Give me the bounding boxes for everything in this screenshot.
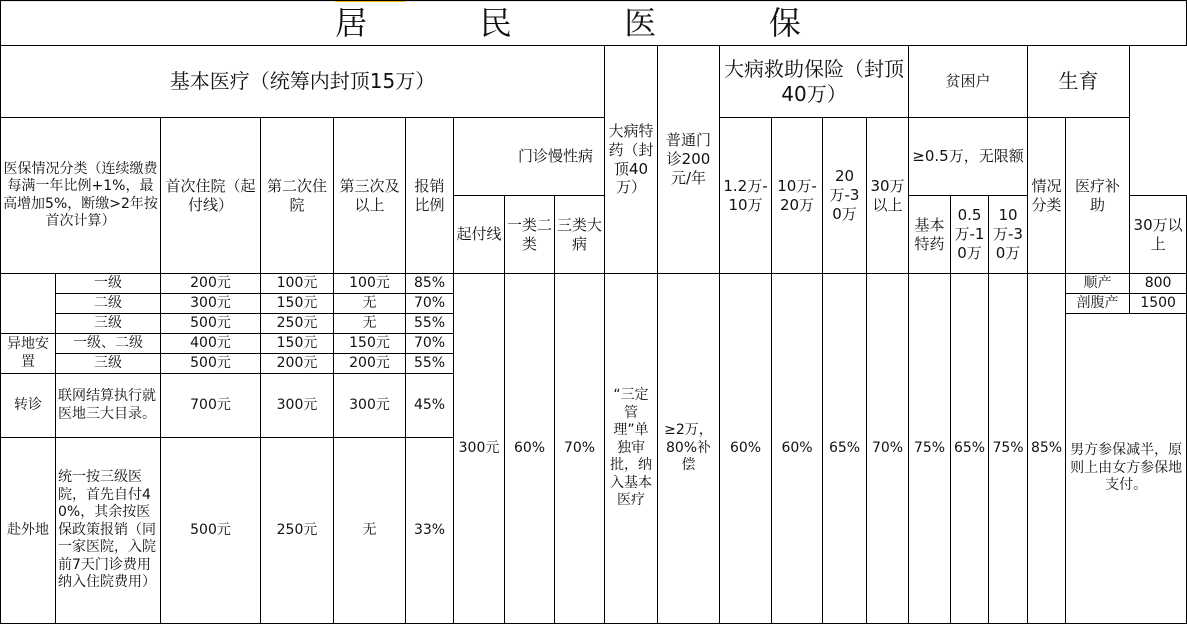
maternity-amount-cell: 800 [1130, 274, 1187, 294]
maternity-type-cell: 剖腹产 [1066, 294, 1130, 314]
page-title: 居 民 医 保 [1, 1, 1187, 46]
first-hosp-header: 首次住院（起付线） [161, 118, 261, 274]
serious-drug-cell: ≥2万，80%补偿 [658, 274, 720, 624]
first-hosp-cell: 500元 [161, 314, 261, 334]
maternity-note: 男方参保减半，原则上由女方参保地支付。 [1066, 314, 1187, 624]
maternity-amount-cell: 1500 [1130, 294, 1187, 314]
first-hosp-cell: 400元 [161, 334, 261, 354]
range4-header: 30万以上 [867, 118, 909, 274]
third-hosp-cell: 300元 [334, 374, 406, 438]
reimburse-header: 报销比例 [406, 118, 454, 274]
first-hosp-cell: 500元 [161, 354, 261, 374]
start-line-header: 起付线 [454, 196, 505, 274]
chronic-class12-cell: 60% [505, 274, 555, 624]
first-hosp-cell: 700元 [161, 374, 261, 438]
third-hosp-cell: 100元 [334, 274, 406, 294]
transfer-label: 转诊 [1, 374, 56, 438]
ratio-cell: 85% [406, 274, 454, 294]
poor-top-header: ≥0.5万，无限额 [909, 118, 1028, 196]
relief-cell-1: 60% [772, 274, 823, 624]
level-cell: 二级 [56, 294, 161, 314]
relief-cell-4: 75% [909, 274, 951, 624]
third-hosp-cell: 150元 [334, 334, 406, 354]
outside-desc: 统一按三级医院，首先自付40%，其余按医保政策报销（同一家医院，入院前7天门诊费用纳入住院费用） [56, 438, 161, 624]
third-hosp-cell: 无 [334, 314, 406, 334]
general-clinic-header: 普通门诊200元/年 [658, 46, 720, 274]
second-hosp-cell: 200元 [261, 354, 334, 374]
serious-drug-header: 大病特药（封顶40万） [605, 46, 658, 274]
poor-range2-header: 10万-30万 [989, 196, 1028, 274]
range2-header: 10万-20万 [772, 118, 823, 274]
level-cell: 三级 [56, 314, 161, 334]
ratio-cell: 33% [406, 438, 454, 624]
third-hosp-cell: 200元 [334, 354, 406, 374]
poor-header: 贫困户 [909, 46, 1028, 118]
poor-cell-3: 85% [1028, 274, 1066, 624]
category-header: 医保情况分类（连续缴费每满一年比例+1%，最高增加5%，断缴>2年按首次计算） [1, 118, 161, 274]
second-hosp-cell: 100元 [261, 274, 334, 294]
relief-cell-2: 65% [823, 274, 867, 624]
poor-cell-1: 65% [951, 274, 989, 624]
second-hosp-cell: 150元 [261, 294, 334, 314]
maternity-header: 生育 [1028, 46, 1130, 118]
situation-header: 情况分类 [1028, 118, 1066, 274]
serious-relief-header: 大病救助保险（封顶40万） [720, 46, 909, 118]
outside-label: 赴外地 [1, 438, 56, 624]
first-hosp-cell: 500元 [161, 438, 261, 624]
chronic-start-cell: 300元 [454, 274, 505, 624]
ratio-cell: 45% [406, 374, 454, 438]
first-hosp-cell: 200元 [161, 274, 261, 294]
poor-cell-2: 75% [989, 274, 1028, 624]
third-hosp-header: 第三次及以上 [334, 118, 406, 274]
chronic-class3-cell: 70% [555, 274, 605, 624]
second-hosp-cell: 250元 [261, 438, 334, 624]
class3-header: 三类大病 [555, 196, 605, 274]
basic-drug-header: 基本特药 [909, 196, 951, 274]
remote-label: 异地安置 [1, 334, 56, 374]
level-cell: 一级 [56, 274, 161, 294]
level-cell: 一级、二级 [56, 334, 161, 354]
subsidy-header: 医疗补助 [1066, 118, 1130, 274]
third-hosp-cell: 无 [334, 438, 406, 624]
second-hosp-header: 第二次住院 [261, 118, 334, 274]
second-hosp-cell: 300元 [261, 374, 334, 438]
clinic-cell: 60% [720, 274, 772, 624]
chronic-header: 门诊慢性病 [454, 118, 658, 196]
second-hosp-cell: 150元 [261, 334, 334, 354]
transfer-desc: 联网结算执行就医地三大目录。 [56, 374, 161, 438]
poor-range3-header: 30万以上 [1130, 196, 1187, 274]
first-hosp-cell: 300元 [161, 294, 261, 314]
relief-cell-3: 70% [867, 274, 909, 624]
range3-header: 20万-30万 [823, 118, 867, 274]
chronic-drug-cell: “三定管理”单独审批，纳入基本医疗 [605, 274, 658, 624]
poor-range1-header: 0.5万-10万 [951, 196, 989, 274]
maternity-type-cell: 顺产 [1066, 274, 1130, 294]
empty-cell [1, 274, 56, 334]
ratio-cell: 70% [406, 294, 454, 314]
range1-header: 1.2万-10万 [720, 118, 772, 274]
ratio-cell: 70% [406, 334, 454, 354]
basic-medical-header: 基本医疗（统筹内封顶15万） [1, 46, 605, 118]
class12-header: 一类二类 [505, 196, 555, 274]
third-hosp-cell: 无 [334, 294, 406, 314]
level-cell: 三级 [56, 354, 161, 374]
ratio-cell: 55% [406, 354, 454, 374]
ratio-cell: 55% [406, 314, 454, 334]
second-hosp-cell: 250元 [261, 314, 334, 334]
